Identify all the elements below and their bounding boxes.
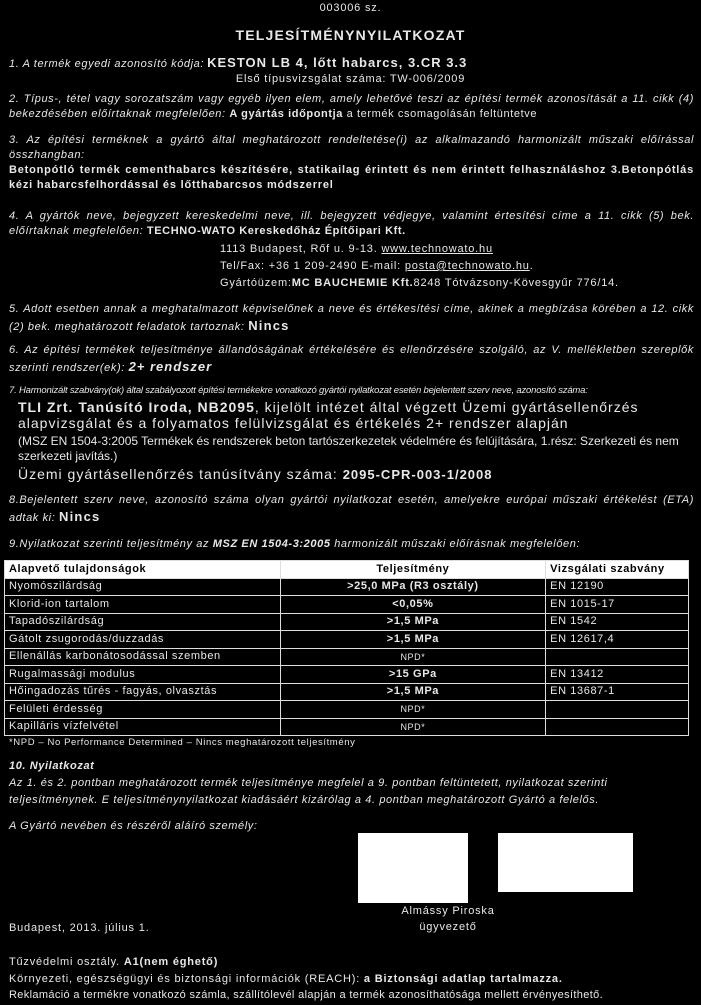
table-cell-performance: NPD*	[280, 648, 546, 666]
section-9-text-a: 9.Nyilatkozat szerinti teljesítmény az	[9, 538, 210, 550]
section-7-label: 7. Harmonizált szabvány(ok) által szabályozott építési termékekre vonatkozó gyártói nyilatkozat esetén bejelentett szerv neve, azonosító száma:	[9, 385, 588, 396]
table-cell-performance: >1,5 MPa	[280, 683, 546, 701]
document-number: 003006 sz.	[319, 2, 382, 14]
email-link[interactable]: posta@technowato.hu	[404, 260, 530, 272]
table-row	[5, 631, 689, 649]
page-title: TELJESÍTMÉNYNYILATKOZAT	[235, 27, 466, 43]
manufacturer-address-line	[220, 242, 493, 257]
section-7-text: , kijelölt intézet által végzett Üzemi gyártásellenőrzés alapvizsgálat és a folyamatos felülvizsgálat és értékelés 2+ rendszer alapján	[18, 399, 639, 432]
table-cell-standard	[546, 718, 689, 736]
section-9	[9, 537, 694, 552]
table-cell-performance: <0,05%	[280, 596, 546, 614]
table-cell-performance: >1,5 MPa	[280, 631, 546, 649]
place-date: Budapest, 2013. július 1.	[9, 922, 150, 934]
performance-table-wrap	[4, 560, 689, 736]
section-7-standard: (MSZ EN 1504-3:2005 Termékek és rendszerek beton tartószerkezetek védelmére és felújítására, 1.rész: Szerkezeti és nem szerkezeti javítás.)	[18, 434, 679, 463]
table-cell-property: Klorid-ion tartalom	[5, 596, 281, 614]
fire-class-label: Tűzvédelmi osztály.	[9, 956, 120, 968]
notified-body: TLI Zrt. Tanúsító Iroda, NB2095	[18, 399, 255, 415]
plant-name: MC BAUCHEMIE Kft.	[291, 277, 414, 289]
table-cell-standard: EN 13412	[546, 666, 689, 684]
table-cell-property: Ellenállás karbonátosodással szemben	[5, 648, 281, 666]
signer-name: Almássy Piroska	[401, 905, 495, 917]
company-stamp	[358, 833, 468, 903]
section-8-value: Nincs	[59, 508, 101, 524]
website-link[interactable]: www.technowato.hu	[381, 243, 493, 255]
section-8-text: 8.Bejelentett szerv neve, azonosító száma olyan gyártói nyilatkozat esetén, amelyekre európai műszaki értékelést (ETA) adtak ki:	[9, 494, 694, 524]
contact-line: Tel/Fax: +36 1 209-2490 E-mail: posta@technowato.hu.	[220, 260, 534, 272]
plant-address: 8248 Tótvázsony-Kövesgyűr 776/14.	[413, 277, 619, 289]
table-row	[5, 648, 689, 666]
section-4-text: 4. A gyártók neve, bejegyzett kereskedelmi neve, ill. bejegyzett védjegye, valamint értesítési címe a 11. cikk (5) bek. előírtaknak megfelelően:	[9, 210, 694, 237]
table-cell-standard: EN 12190	[546, 578, 689, 596]
product-code: KESTON LB 4, lőtt habarcs, 3.CR 3.3	[207, 55, 468, 70]
table-row	[5, 613, 689, 631]
table-cell-standard: EN 1015-17	[546, 596, 689, 614]
table-cell-property: Tapadószilárdság	[5, 613, 281, 631]
certificate-line	[18, 465, 690, 484]
table-cell-standard: EN 13687-1	[546, 683, 689, 701]
section-3	[9, 133, 694, 192]
fire-class-line	[9, 955, 218, 970]
section-5	[9, 302, 694, 335]
table-row	[5, 596, 689, 614]
table-header-row	[5, 561, 689, 579]
signer-label: A Gyártó nevében és részéről aláíró személy:	[9, 820, 258, 832]
tel-fax: Tel/Fax: +36 1 209-2490 E-mail:	[220, 260, 402, 272]
reach-value: a Biztonsági adatlap tartalmazza.	[363, 973, 563, 985]
table-cell-standard: EN 1542	[546, 613, 689, 631]
table-cell-standard: EN 12617,4	[546, 631, 689, 649]
signature-image	[498, 833, 633, 892]
section-9-text-b: harmonizált műszaki előírásnak megfelelően:	[334, 538, 581, 550]
table-row	[5, 578, 689, 596]
table-cell-performance: >15 GPa	[280, 666, 546, 684]
plant-label: Gyártóüzem:	[220, 277, 292, 289]
manufacturer-address: 1113 Budapest, Rőf u. 9-13.	[220, 243, 378, 255]
table-cell-performance: >25,0 MPa (R3 osztály)	[280, 578, 546, 596]
signer-role: ügyvezető	[419, 921, 477, 933]
table-footnote: *NPD – No Performance Determined – Nincs meghatározott teljesítmény	[9, 737, 356, 748]
table-cell-standard	[546, 648, 689, 666]
section-3-bold: Betonpótló termék cementhabarcs készítésére, statikailag érintett és nem érintett felhasználáshoz 3.Betonpótlás kézi habarcsfelhordással és lőtthabarcsos módszerrel	[9, 163, 694, 191]
performance-table	[4, 560, 689, 736]
section-2-bold: A gyártás időpontja	[229, 107, 343, 120]
certificate-number: 2095-CPR-003-1/2008	[342, 467, 493, 482]
table-row	[5, 666, 689, 684]
manufacturer-name: TECHNO-WATO Kereskedőház Építőipari Kft.	[146, 224, 406, 237]
table-cell-standard	[546, 701, 689, 719]
section-2-text: 2. Típus-, tétel vagy sorozatszám vagy egyéb ilyen elem, amely lehetővé teszi az építési termék azonosítását a 11. cikk (4) bekezdésében előírtaknak megfelelően:	[9, 93, 694, 120]
table-cell-performance: NPD*	[280, 718, 546, 736]
table-row	[5, 683, 689, 701]
table-header: Alapvető tulajdonságok	[5, 561, 281, 579]
section-3-text: 3. Az építési terméknek a gyártó által meghatározott rendeltetése(i) az alkalmazandó harmonizált műszaki előírással összhangban:	[9, 134, 694, 161]
table-cell-performance: NPD*	[280, 701, 546, 719]
type-test-number: Első típusvizsgálat száma: TW-006/2009	[235, 73, 466, 85]
section-10-title: 10. Nyilatkozat	[9, 760, 95, 772]
table-cell-property: Nyomószilárdság	[5, 578, 281, 596]
section-4	[9, 209, 694, 239]
section-10-text: Az 1. és 2. pontban meghatározott termék teljesítménye megfelel a 9. pontban feltüntetett, nyilatkozat szerinti teljesítménynek. E teljesítménynyilatkozat kiadásáért kizárólag a 4. pontban meghatározott Gyártó a felelős.	[9, 777, 608, 806]
section-6-text: 6. Az építési termékek teljesítménye állandóságának értékelésére és ellenőrzésére szolgáló, az V. mellékletben szereplők szerinti rendszer(ek):	[9, 344, 694, 374]
table-cell-property: Felületi érdesség	[5, 701, 281, 719]
section-7-body	[18, 399, 690, 432]
table-cell-performance: >1,5 MPa	[280, 613, 546, 631]
reclamation-note: Reklamáció a termékre vonatkozó számla, szállítólevél alapján a termék azonosíthatósága mellett érvényesíthető.	[9, 989, 604, 1001]
reach-label: Környezeti, egészségügyi és biztonsági információk (REACH):	[9, 973, 361, 985]
table-cell-property: Gátolt zsugorodás/duzzadás	[5, 631, 281, 649]
table-header: Vizsgálati szabvány	[546, 561, 689, 579]
section-8	[9, 493, 694, 526]
section-2	[9, 92, 694, 122]
fire-class-value: A1(nem éghető)	[123, 956, 219, 968]
table-cell-property: Kapilláris vízfelvétel	[5, 718, 281, 736]
plant-line	[220, 276, 619, 291]
certificate-label: Üzemi gyártásellenőrzés tanúsítvány száma:	[18, 466, 338, 482]
table-header: Teljesítmény	[280, 561, 546, 579]
reach-line	[9, 972, 563, 987]
section-9-standard: MSZ EN 1504-3:2005	[212, 538, 331, 550]
section-5-value: Nincs	[248, 317, 290, 333]
section-6	[9, 343, 694, 376]
section-2-tail: a termék csomagolásán feltüntetve	[343, 107, 538, 120]
table-cell-property: Rugalmassági modulus	[5, 666, 281, 684]
table-cell-property: Hőingadozás tűrés - fagyás, olvasztás	[5, 683, 281, 701]
table-row	[5, 701, 689, 719]
section-5-text: 5. Adott esetben annak a meghatalmazott képviselőnek a neve és értékesítési címe, akinek a megbízása körében a 12. cikk (2) bek. meghatározott feladatok tartoznak:	[9, 303, 694, 333]
section-1	[9, 54, 694, 72]
section-6-value: 2+ rendszer	[128, 358, 213, 374]
section-1-label: 1. A termék egyedi azonosító kódja:	[9, 58, 205, 70]
table-row	[5, 718, 689, 736]
